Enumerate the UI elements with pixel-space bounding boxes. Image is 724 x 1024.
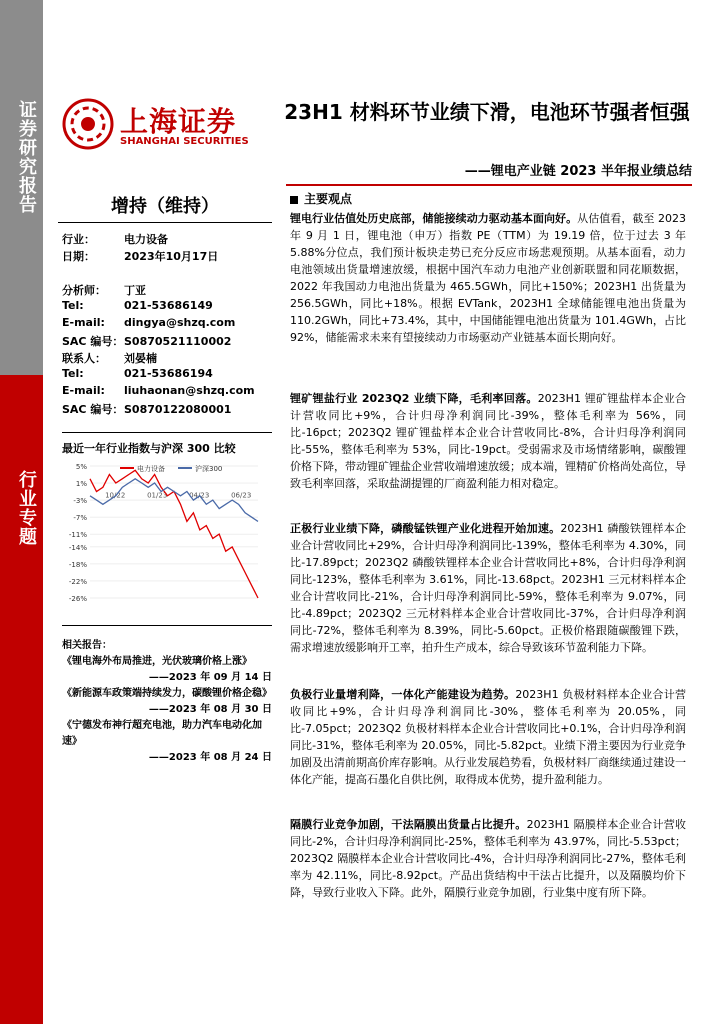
y-tick-label: 1% [75, 480, 87, 489]
y-tick-label: -7% [73, 514, 87, 523]
report-title: 23H1 材料环节业绩下滑，电池环节强者恒强 [284, 100, 690, 124]
report-subtitle: ——锂电产业链 2023 半年报业绩总结 [464, 164, 692, 179]
paragraph-lead: 负极行业量增利降，一体化产能建设为趋势。 [290, 688, 516, 701]
paragraph-lead: 隔膜行业竞争加剧，干法隔膜出货量占比提升。 [290, 818, 527, 831]
report-date-3: ——2023 年 08 月 24 日 [148, 752, 272, 763]
report-date-1: ——2023 年 09 月 14 日 [148, 672, 272, 683]
chart-title: 最近一年行业指数与沪深 300 比较 [62, 442, 236, 455]
square-bullet-icon [290, 196, 298, 204]
y-tick-label: -18% [68, 560, 87, 569]
meta-date: 日期： 2023年10月17日 [62, 250, 219, 263]
paragraph-lithium-ore [290, 390, 686, 492]
logo-emblem-icon [62, 98, 114, 150]
side-label-industry-topic: 行业专题 [16, 470, 37, 546]
meta-industry: 行业： 电力设备 [62, 233, 168, 246]
report-link-2[interactable]: 《新能源车政策端持续发力，碳酸锂价格企稳》 [62, 688, 272, 699]
legend-label: 沪深300 [195, 465, 223, 473]
paragraph-lead: 锂电行业估值处历史底部，储能接续动力驱动基本面向好。 [290, 212, 578, 225]
chart-bottom-rule [62, 625, 272, 626]
report-link-1[interactable]: 《锂电海外布局推进，光伏玻璃价格上涨》 [62, 656, 252, 667]
chart-top-rule [62, 432, 272, 433]
meta-analyst: 分析师： 丁亚 [62, 284, 146, 297]
meta-email-2: E-mail: liuhaonan@shzq.com [62, 384, 255, 397]
meta-tel-2: Tel: 021-53686194 [62, 367, 213, 380]
report-date-2: ——2023 年 08 月 30 日 [148, 704, 272, 715]
y-tick-label: -11% [68, 531, 87, 540]
paragraph-separator [290, 816, 686, 901]
paragraph-cathode [290, 520, 686, 656]
paragraph-valuation [290, 210, 686, 346]
rating-divider [58, 222, 272, 223]
meta-sac-2: SAC 编号：S0870122080001 [62, 403, 232, 416]
report-link-3[interactable]: 《宁德发布神行超充电池，助力汽车电动化加速》 [62, 720, 262, 747]
rating: 增持（维持） [111, 196, 219, 217]
section-heading: 主要观点 [290, 190, 352, 207]
paragraph-anode [290, 686, 686, 788]
paragraph-body: 2023H1 锂矿锂盐样本企业合计营收同比+9%，合计归母净利润同比-39%，整体毛利率为 56%，同比-16pct；2023Q2 锂矿锂盐样本企业合计营收同比-8%，合计归母净利润同比-55%，整体毛利率为 53%，同比-19pct。受弱需求及市场情绪影响，碳酸锂价格下降，带动锂矿锂盐企业营收端增速放缓；成本端，锂精矿价格尚处高位，导致毛利率回落，采取盐湖提锂的厂商盈利能力相对稳定。 [290, 392, 687, 490]
paragraph-body: 2023H1 隔膜样本企业合计营收同比-2%，合计归母净利润同比-25%，整体毛利率为 43.97%，同比-5.53pct；2023Q2 隔膜样本企业合计营收同比-4%，合计归母净利润同比-27%，整体毛利率为 42.11%，同比-8.92pct。产品出货结构中干法占比提升，以及隔膜均价下降，导致行业收入下降。此外，隔膜行业竞争加剧，行业集中度有所下降。 [290, 818, 686, 899]
paragraph-lead: 锂矿锂盐行业 2023Q2 业绩下降，毛利率回落。 [290, 392, 538, 405]
x-tick-label: 06/23 [231, 491, 252, 500]
y-tick-label: -26% [68, 595, 87, 603]
side-label-research-report: 证券研究报告 [16, 100, 37, 214]
title-divider [286, 184, 692, 186]
x-tick-label: 04/23 [189, 491, 210, 500]
paragraph-lead: 正极行业业绩下降，磷酸锰铁锂产业化进程开始加速。 [290, 522, 561, 535]
logo-text-cn: 上海证券 [120, 105, 237, 138]
company-logo [62, 98, 262, 154]
legend-label: 电力设备 [137, 465, 165, 473]
index-comparison-chart [58, 458, 272, 608]
paragraph-body: 2023H1 磷酸铁锂样本企业合计营收同比+29%，合计归母净利润同比-139%，整体毛利率为 4.30%，同比-17.89pct；2023Q2 磷酸铁锂样本企业合计营收同比+8%，合计归母净利润同比-123%，整体毛利率为 3.61%，同比-13.68pct。2023H1 三元材料样本企业合计营收同比-21%，合计归母净利润同比-59%，整体毛利率为 9.07%，同比-4.89pct；2023Q2 三元材料样本企业合计营收同比-37%，合计归母净利润同比-72%，整体毛利率为 8.39%，同比-5.60pct。正极价格跟随碳酸锂下跌，需求增速放缓影响开工率，拍升生产成本，综合导致该环节盈利能力下降。 [290, 522, 686, 654]
meta-contact: 联系人： 刘晏楠 [62, 352, 157, 365]
meta-email-1: E-mail: dingya@shzq.com [62, 316, 236, 329]
meta-tel-1: Tel: 021-53686149 [62, 299, 213, 312]
logo-text-en: SHANGHAI SECURITIES [120, 136, 249, 147]
y-tick-label: 5% [75, 463, 87, 471]
y-tick-label: -14% [68, 543, 87, 552]
y-tick-label: -22% [68, 577, 87, 586]
paragraph-body: 从估值看，截至 2023 年 9 月 1 日，锂电池（申万）指数 PE（TTM）为 19.19 倍，位于过去 3 年 5.88%分位点，我们预计板块走势已充分反应市场悲观预期。从基本面看，动力电池领域出货量增速放缓，根据中国汽车动力电池产业创新联盟和同花顺数据，2022 年我国动力电池出货量为 465.5GWh，同比+150%；2023H1 出货量为 256.5GWh，同比+18%。根据 EVTank，2023H1 全球储能锂电池出货量为 110.2GWh，同比+73.4%，其中，中国储能锂电池出货量为 101.4GWh，占比 92%，储能需求未来有望接续动力市场驱动产业链基本面长期向好。 [290, 212, 686, 344]
x-tick-label: 01/23 [147, 491, 168, 500]
related-reports [62, 638, 272, 766]
x-tick-label: 10/22 [105, 491, 126, 500]
y-tick-label: -3% [73, 497, 87, 506]
paragraph-body: 2023H1 负极材料样本企业合计营收同比+9%，合计归母净利润同比-30%，整体毛利率为 20.05%，同比-7.05pct；2023Q2 负极材料样本企业合计营收同比+0.1%，合计归母净利润同比-31%，整体毛利率为 20.05%，同比-5.82pct。业绩下滑主要因为行业竞争加剧及出清前期高价库存影响。从行业发展趋势看，负极材料厂商继续通过建设一体化产能，提高石墨化自供比例，取得成本优势，提升盈利能力。 [290, 688, 686, 786]
related-reports-heading: 相关报告： [62, 640, 112, 651]
meta-sac-1: SAC 编号：S0870521110002 [62, 335, 232, 348]
